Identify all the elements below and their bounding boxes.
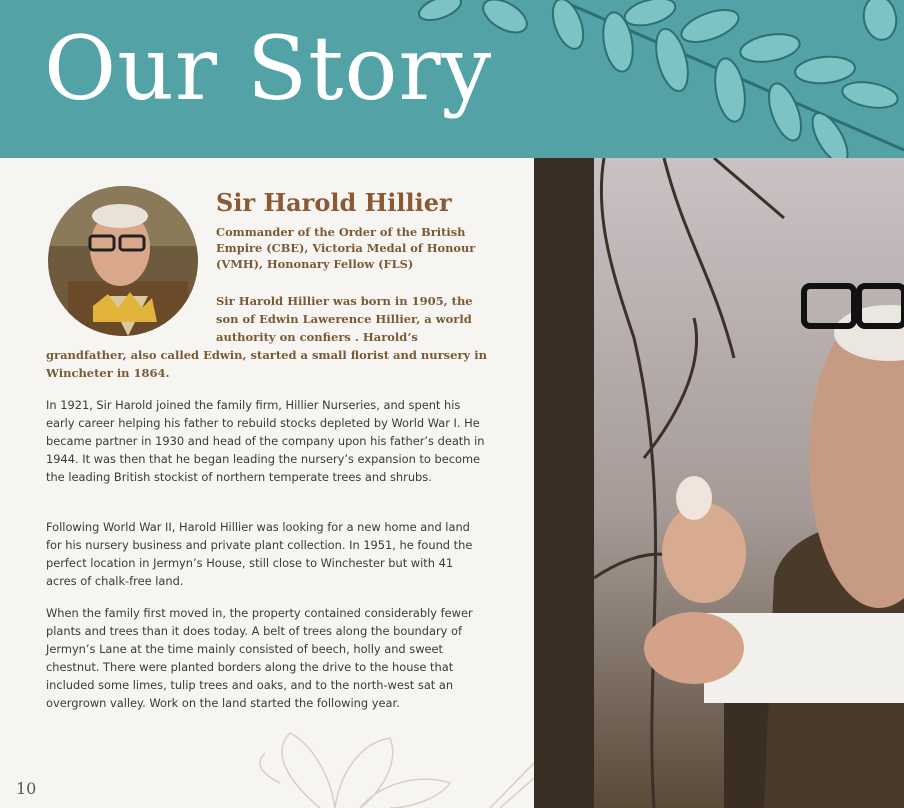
- magnolia-illustration: [250, 723, 534, 808]
- body-paragraph: In 1921, Sir Harold joined the family firm, Hillier Nurseries, and spent his early career helping his father to rebuild stocks depleted by World War I. He became partner in 1930 and head of the company upon his father’s death in 1944. It was then that he began leading the nursery’s expansion to become the leading British stockist of northern temperate trees and shrubs.: [46, 398, 485, 484]
- leaf-decoration: [400, 0, 904, 158]
- harold-hillier-photo: [534, 158, 904, 808]
- body-paragraph: When the family first moved in, the property contained considerably fewer plants and trees than it does today. A belt of trees along the boundary of Jermyn’s Lane at the time mainly consisted of beech, holly and sweet chestnut. There were planted borders along the drive to the house that included some limes, tulip trees and oaks, and to the north-west sat an overgrown valley. Work on the land started the following year.: [46, 606, 473, 710]
- intro-paragraph: [46, 292, 496, 382]
- honours-text: Commander of the Order of the British Empire (CBE), Victoria Medal of Honour (VMH), Hononary Fellow (FLS): [216, 225, 476, 271]
- intro-text: Sir Harold Hillier was born in 1905, the son of Edwin Lawerence Hillier, a world authority on confiers . Harold’s grandfather, also called Edwin, started a small florist and nursery in Wincheter in 1864.: [46, 294, 487, 380]
- body-paragraph: Following World War II, Harold Hillier was looking for a new home and land for his nursery business and private plant collection. In 1951, he found the perfect location in Jermyn’s House, still close to Winchester but with 41 acres of chalk-free land.: [46, 520, 473, 588]
- page-title: Our Story: [44, 17, 493, 120]
- text-wrap-spacer: [46, 292, 216, 346]
- page-number: 10: [16, 779, 37, 798]
- page-header: [0, 0, 904, 158]
- person-name: Sir Harold Hillier: [216, 188, 452, 217]
- article-column: [0, 158, 534, 808]
